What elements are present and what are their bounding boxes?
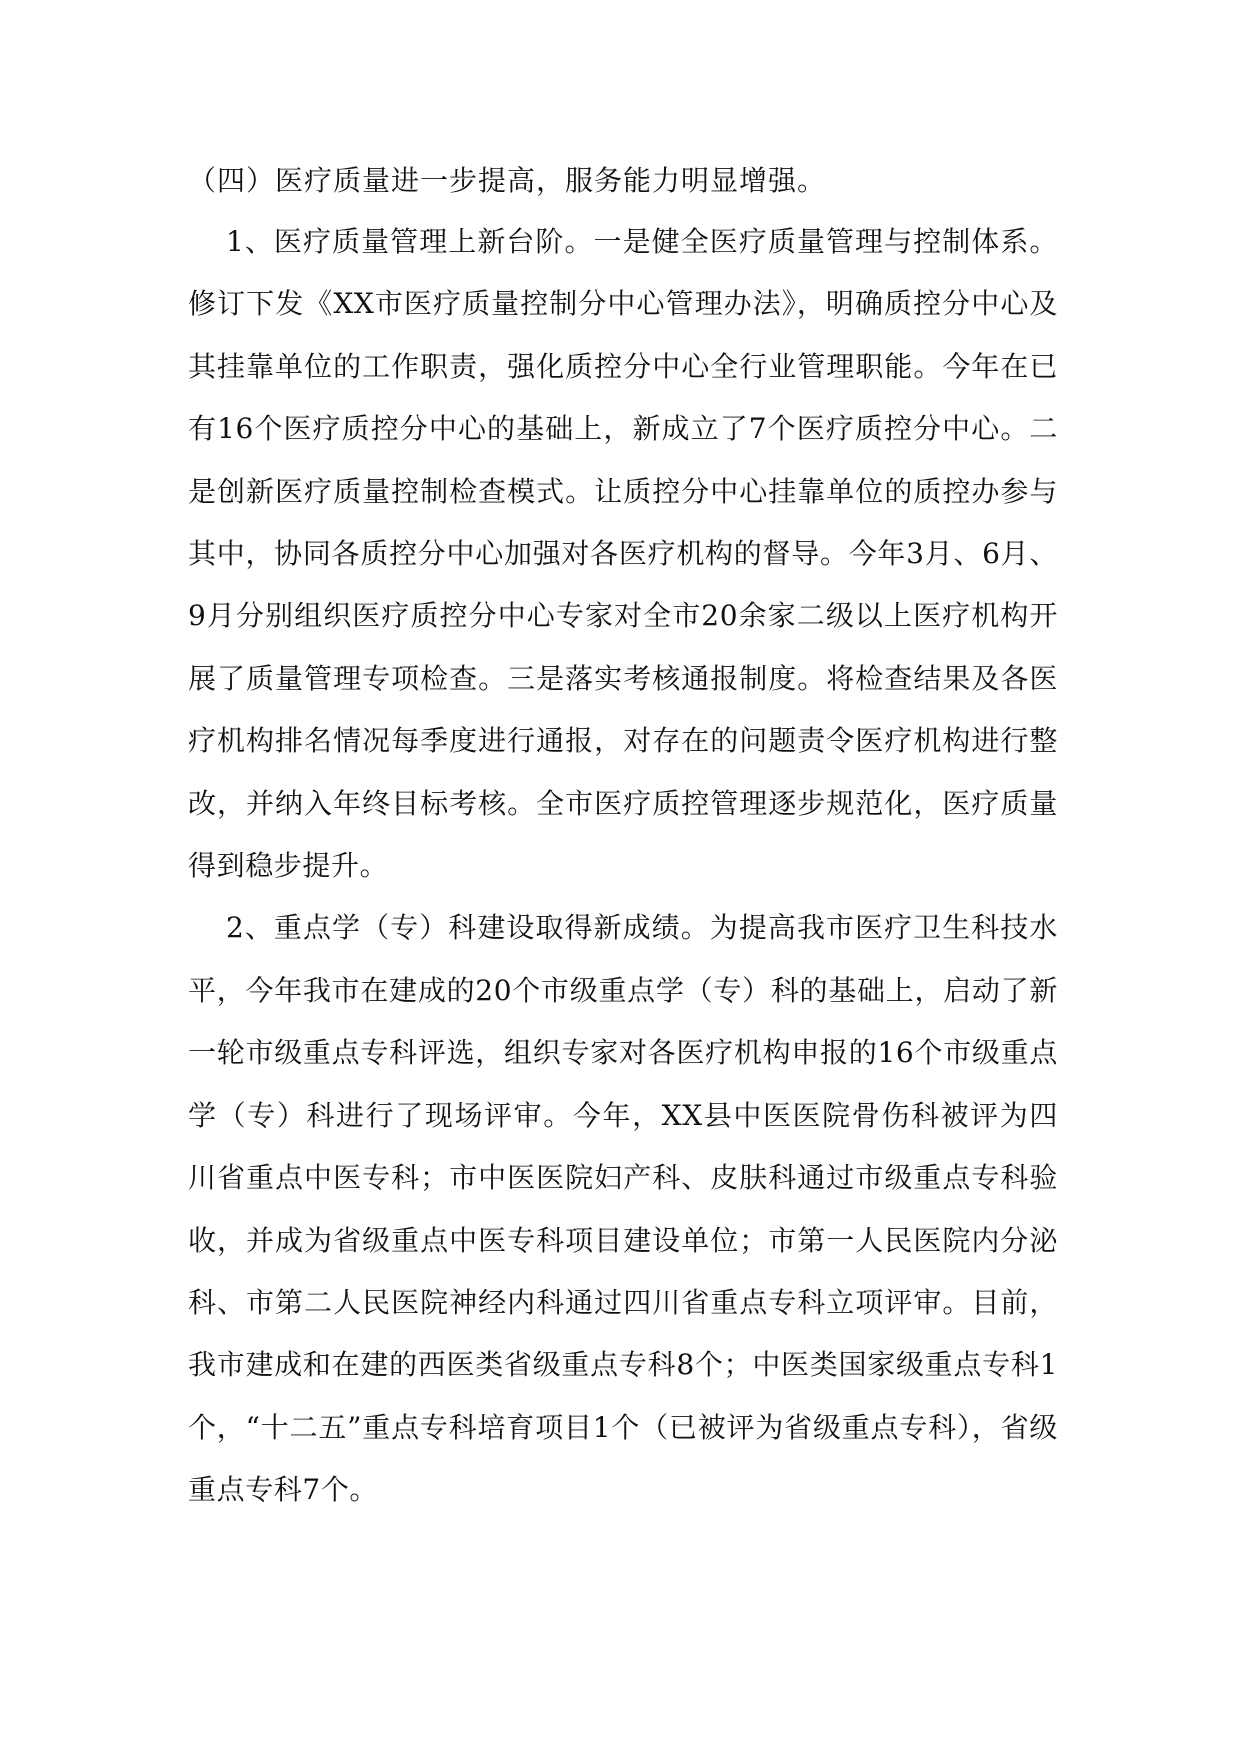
section-heading: （四）医疗质量进一步提高，服务能力明显增强。 bbox=[188, 164, 827, 197]
paragraph-key-disciplines: 2、重点学（专）科建设取得新成绩。为提高我市医疗卫生科技水平，今年我市在建成的20个市级重点学（专）科的基础上，启动了新一轮市级重点专科评选，组织专家对各医疗机构申报的16个市级重点学（专）科进行了现场评审。今年，XX县中医医院骨伤科被评为四川省重点中医专科；市中医医院妇产科、皮肤科通过市级重点专科验收，并成为省级重点中医专科项目建设单位；市第一人民医院内分泌科、市第二人民医院神经内科通过四川省重点专科立项评审。目前，我市建成和在建的西医类省级重点专科8个；中医类国家级重点专科1个，“十二五”重点专科培育项目1个（已被评为省级重点专科），省级重点专科7个。 bbox=[188, 911, 1058, 1507]
paragraph-medical-quality: 1、医疗质量管理上新台阶。一是健全医疗质量管理与控制体系。修订下发《XX市医疗质量控制分中心管理办法》，明确质控分中心及其挂靠单位的工作职责，强化质控分中心全行业管理职能。今年在已有16个医疗质控分中心的基础上，新成立了7个医疗质控分中心。二是创新医疗质量控制检查模式。让质控分中心挂靠单位的质控办参与其中，协同各质控分中心加强对各医疗机构的督导。今年3月、6月、9月分别组织医疗质控分中心专家对全市20余家二级以上医疗机构开展了质量管理专项检查。三是落实考核通报制度。将检查结果及各医疗机构排名情况每季度进行通报，对存在的问题责令医疗机构进行整改，并纳入年终目标考核。全市医疗质控管理逐步规范化，医疗质量得到稳步提升。 bbox=[188, 225, 1058, 883]
document-body bbox=[188, 151, 1058, 1522]
